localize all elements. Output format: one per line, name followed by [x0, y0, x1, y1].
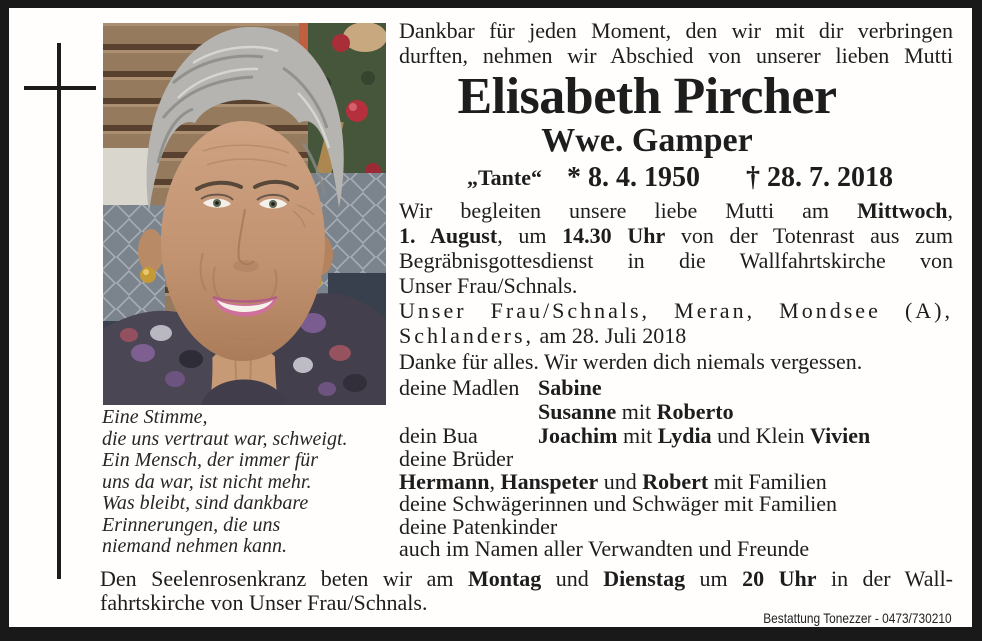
family-name: Vivien — [810, 423, 871, 448]
funeral-text: von der Totenrast aus zum — [665, 223, 953, 248]
portrait-photo — [103, 23, 386, 405]
funeral-text: Wir begleiten unsere liebe Mutti am — [399, 198, 858, 223]
intro-line: Dankbar für jeden Moment, den wir mit dir verbringen — [399, 18, 953, 43]
funeral-line — [399, 198, 953, 223]
poem-line: Erinnerungen, die uns — [102, 513, 281, 536]
places-date: am 28. Juli 2018 — [534, 323, 687, 348]
family-text: deine Schwägerinnen und Schwäger mit Familien — [399, 491, 838, 516]
funeral-line — [399, 248, 953, 273]
family-text: , — [489, 468, 501, 494]
family-row-label: deine Madlen — [399, 375, 520, 400]
vital-dates-row — [399, 162, 953, 192]
family-line — [399, 538, 953, 561]
family-name: Roberto — [656, 399, 734, 424]
funeral-line — [399, 223, 953, 248]
rosary-announcement — [100, 567, 953, 615]
family-row — [399, 376, 953, 400]
family-name: Hermann — [399, 468, 490, 494]
funeral-line — [399, 273, 953, 298]
family-list — [399, 376, 953, 561]
poem-line: uns da war, ist nicht mehr. — [102, 470, 312, 493]
rosary-day: Dienstag — [603, 566, 686, 591]
cross-vertical-bar — [57, 43, 61, 579]
family-name: Susanne — [538, 399, 617, 424]
rosary-text: in der Wall- — [816, 566, 954, 591]
family-extra-lines — [399, 448, 953, 561]
family-row — [399, 400, 953, 424]
family-text: deine Brüder — [399, 446, 514, 471]
family-text: deine Patenkinder — [399, 513, 558, 539]
death-date: † 28. 7. 2018 — [746, 162, 893, 193]
nickname: „Tante“ — [467, 165, 542, 190]
funeral-text: , um — [497, 223, 563, 248]
thanks-line: Danke für alles. Wir werden dich niemals vergessen. — [399, 349, 863, 374]
family-line — [399, 493, 953, 516]
rosary-text: und — [541, 566, 604, 591]
notice-text-column — [399, 18, 953, 561]
cross-horizontal-bar — [24, 86, 96, 90]
rosary-line — [100, 567, 953, 591]
family-name: Hanspeter — [500, 468, 599, 494]
poem-line: Ein Mensch, der immer für — [102, 449, 319, 471]
funeral-text: , — [947, 198, 953, 223]
undertaker-credit: Bestattung Tonezzer - 0473/730210 — [763, 610, 952, 626]
places-date-block — [399, 298, 953, 348]
family-line — [399, 468, 953, 494]
funeral-date: 1. August — [399, 223, 498, 248]
rosary-text: um — [685, 566, 743, 591]
family-text: und Klein — [711, 423, 810, 448]
memorial-poem — [102, 407, 402, 558]
family-row — [399, 424, 953, 448]
family-line — [399, 448, 953, 471]
family-row-names — [538, 376, 953, 400]
family-text: auch im Namen aller Verwandten und Freunde — [399, 536, 810, 561]
funeral-text: Unser Frau/Schnals. — [399, 273, 578, 298]
places-line — [399, 323, 953, 348]
family-line — [399, 513, 953, 539]
poem-line: Eine Stimme, — [102, 406, 208, 428]
birth-date: * 8. 4. 1950 — [567, 162, 700, 193]
family-text: mit — [617, 423, 658, 448]
funeral-day: Mittwoch — [857, 198, 948, 223]
family-text: und — [598, 468, 643, 494]
rosary-text: Den Seelenrosenkranz beten wir am — [100, 566, 468, 591]
family-text: mit Familien — [708, 468, 827, 494]
family-name: Lydia — [657, 423, 712, 448]
places-line: Unser Frau/Schnals, Meran, Mondsee (A), — [399, 298, 953, 323]
rosary-time: 20 Uhr — [742, 566, 817, 591]
portrait-photo-illustration — [103, 23, 386, 405]
family-name: Joachim — [538, 423, 618, 448]
family-row-names — [538, 400, 953, 424]
family-row-label: dein Bua — [399, 423, 478, 448]
intro-line: durften, nehmen wir Abschied von unserer lieben Mutti — [399, 43, 953, 68]
rosary-day: Montag — [467, 566, 542, 591]
family-row-names — [538, 424, 953, 448]
family-name: Sabine — [538, 375, 602, 400]
places-town: Schlanders, — [399, 323, 535, 348]
intro-text — [399, 18, 953, 68]
poem-line: niemand nehmen kann. — [102, 535, 287, 557]
poem-line: Was bleibt, sind dankbare — [102, 492, 309, 514]
family-name: Robert — [642, 468, 709, 494]
funeral-announcement — [399, 198, 953, 298]
deceased-widow-name: Wwe. Gamper — [541, 122, 753, 159]
deceased-name: Elisabeth Pircher — [457, 68, 837, 125]
funeral-text: Begräbnisgottesdienst in die Wallfahrtskirche von — [399, 248, 953, 273]
poem-line: die uns vertraut war, schweigt. — [102, 427, 348, 450]
family-row-label — [399, 400, 538, 424]
family-text: mit — [616, 399, 657, 424]
rosary-line: fahrtskirche von Unser Frau/Schnals. — [100, 590, 428, 615]
funeral-time: 14.30 Uhr — [562, 223, 666, 248]
